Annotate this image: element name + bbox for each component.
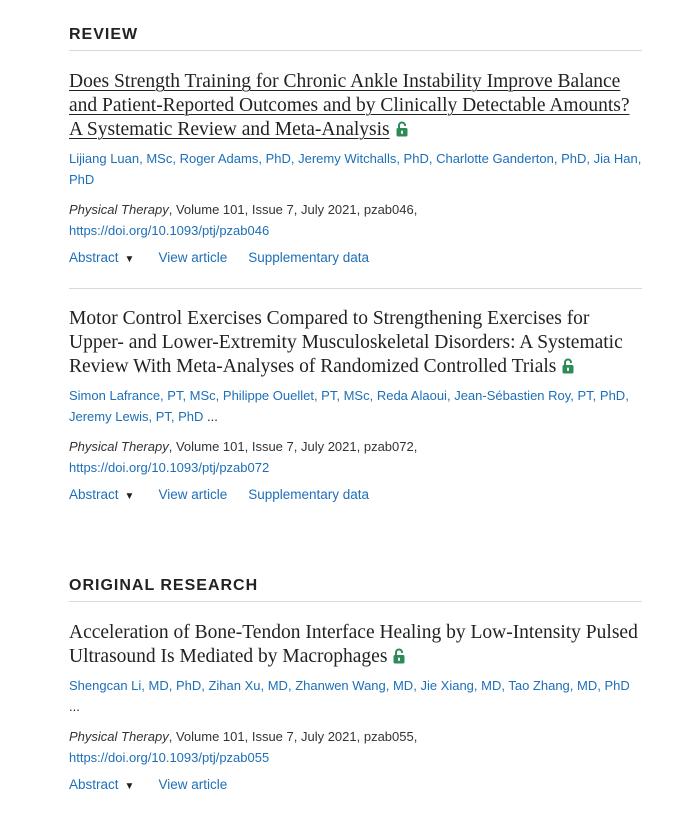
section-heading: REVIEW [69,26,642,51]
citation [69,199,642,241]
journal-name: Physical Therapy [69,439,169,454]
author-link[interactable]: Zihan Xu, MD [208,678,288,693]
article-title [69,621,642,671]
author-link[interactable]: Jeremy Lewis, PT, PhD [69,409,204,424]
unlock-icon [396,120,408,144]
author-link[interactable]: Lijiang Luan, MSc [69,151,173,166]
more-authors-ellipsis: ... [69,699,80,714]
author-link[interactable]: Zhanwen Wang, MD [295,678,414,693]
doi-link[interactable]: https://doi.org/10.1093/ptj/pzab046 [69,223,270,238]
caret-down-icon: ▼ [124,781,135,792]
article-title-link[interactable]: Motor Control Exercises Compared to Strengthening Exercises for Upper- and Lower-Extremity Musculoskeletal Disorders: A Systematic Review With Meta-Analyses of Randomized Controlled Trials [69,308,623,377]
view-article-link[interactable]: View article [158,487,228,502]
supplementary-data-link[interactable]: Supplementary data [248,250,370,265]
author-link[interactable]: Tao Zhang, MD, PhD [508,678,630,693]
author-link[interactable]: Jeremy Witchalls, PhD [298,151,429,166]
author-link[interactable]: Roger Adams, PhD [179,151,291,166]
citation [69,436,642,478]
author-link[interactable]: Jie Xiang, MD [420,678,502,693]
article-title-link[interactable]: Acceleration of Bone-Tendon Interface Healing by Low-Intensity Pulsed Ultrasound Is Mediated by Macrophages [69,622,638,667]
author-link[interactable]: Shengcan Li, MD, PhD [69,678,202,693]
author-link[interactable]: Reda Alaoui [376,388,447,403]
article-actions [69,777,642,792]
article-divider [69,288,642,289]
author-link[interactable]: Jean-Sébastien Roy, PT, PhD [454,388,626,403]
abstract-label: Abstract [69,487,119,502]
unlock-icon [393,647,405,671]
citation-details: , Volume 101, Issue 7, July 2021, pzab072, [168,439,418,454]
citation [69,726,642,768]
abstract-label: Abstract [69,250,119,265]
caret-down-icon: ▼ [124,254,135,265]
article-title [69,307,642,381]
abstract-toggle[interactable] [69,250,134,265]
author-link[interactable]: Jia Han, PhD [69,151,642,187]
author-list: Shengcan Li, MD, PhD, Zihan Xu, MD, Zhanwen Wang, MD, Jie Xiang, MD, Tao Zhang, MD, PhD ... [69,678,630,714]
author-link[interactable]: Charlotte Ganderton, PhD [436,151,587,166]
article-actions [69,250,642,265]
journal-name: Physical Therapy [69,202,169,217]
abstract-toggle[interactable] [69,777,134,792]
author-link[interactable]: Philippe Ouellet, PT, MSc [222,388,370,403]
view-article-link[interactable]: View article [158,250,228,265]
caret-down-icon: ▼ [124,491,135,502]
journal-name: Physical Therapy [69,729,169,744]
more-authors-ellipsis: ... [207,409,218,424]
article-item [69,70,642,265]
article-item [69,621,642,792]
doi-link[interactable]: https://doi.org/10.1093/ptj/pzab072 [69,460,270,475]
citation-details: , Volume 101, Issue 7, July 2021, pzab046, [168,202,418,217]
article-item [69,307,642,502]
article-title [69,70,642,144]
supplementary-data-link[interactable]: Supplementary data [248,487,370,502]
article-actions [69,487,642,502]
doi-link[interactable]: https://doi.org/10.1093/ptj/pzab055 [69,750,270,765]
section-original-research [69,577,642,602]
author-list: Lijiang Luan, MSc, Roger Adams, PhD, Jeremy Witchalls, PhD, Charlotte Ganderton, PhD, Jia Han, PhD [69,151,642,187]
citation-details: , Volume 101, Issue 7, July 2021, pzab055, [168,729,418,744]
article-title-link[interactable]: Does Strength Training for Chronic Ankle Instability Improve Balance and Patient-Reported Outcomes and by Clinically Detectable Amounts? A Systematic Review and Meta-Analysis [69,71,630,140]
section-review [69,26,642,51]
abstract-label: Abstract [69,777,119,792]
view-article-link[interactable]: View article [158,777,228,792]
author-list: Simon Lafrance, PT, MSc, Philippe Ouellet, PT, MSc, Reda Alaoui, Jean-Sébastien Roy, PT, PhD, Jeremy Lewis, PT, PhD ... [69,388,629,424]
section-heading: ORIGINAL RESEARCH [69,577,642,602]
author-link[interactable]: Simon Lafrance, PT, MSc [69,388,216,403]
abstract-toggle[interactable] [69,487,134,502]
unlock-icon [562,357,574,381]
